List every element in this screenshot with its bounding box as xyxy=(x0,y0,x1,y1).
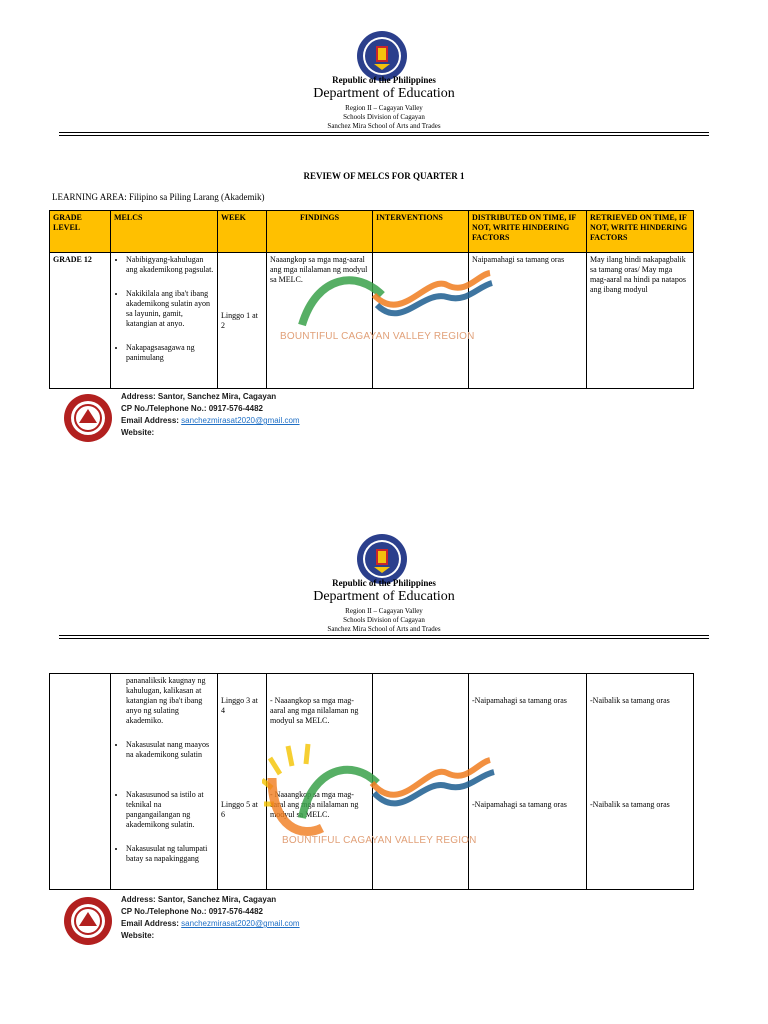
school-seal-icon xyxy=(63,393,113,443)
findings-cell xyxy=(267,674,373,890)
melcs-cell xyxy=(111,253,218,389)
watermark-text: BOUNTIFUL CAGAYAN VALLEY REGION xyxy=(280,331,475,342)
retrieved-cell xyxy=(587,674,694,890)
week-cell xyxy=(218,674,267,890)
findings-cell: Naaangkop sa mga mag-aaral ang mga nilalaman ng modyul sa MELC. xyxy=(267,253,373,389)
republic-text: Republic of the Philippines xyxy=(332,578,436,588)
grade-cell xyxy=(50,674,111,890)
footer-email-row xyxy=(121,918,300,930)
footer-address: Address: Santor, Sanchez Mira, Cagayan xyxy=(121,895,277,904)
distributed-cell xyxy=(469,674,587,890)
republic-text: Republic of the Philippines xyxy=(332,75,436,85)
school-seal-icon xyxy=(63,896,113,946)
interventions-cell xyxy=(373,674,469,890)
header-rule xyxy=(59,132,709,136)
list-item: • Nakasusunod sa istilo at teknikal na pangangailangan ng akademikong sulatin. xyxy=(126,790,214,830)
watermark-text: BOUNTIFUL CAGAYAN VALLEY REGION xyxy=(282,835,477,846)
findings-2: - Naaangkop sa mga mag-aaral ang mga nilalaman ng modyul sa MELC. xyxy=(270,790,359,819)
region-text: Region II – Cagayan Valley xyxy=(345,607,423,615)
header-grade-level: GRADE LEVEL xyxy=(50,211,111,253)
distributed-1: -Naipamahagi sa tamang oras xyxy=(472,696,567,705)
retrieved-cell: May ilang hindi nakapagbalik sa tamang oras/ May mga mag-aaral na hindi pa natapos ang ibang modyul xyxy=(587,253,694,389)
week-5-6: Linggo 5 at 6 xyxy=(221,800,258,819)
region-text: Region II – Cagayan Valley xyxy=(345,104,423,112)
header-retrieved: RETRIEVED ON TIME, IF NOT, WRITE HINDERING FACTORS xyxy=(587,211,694,253)
division-text: Schools Division of Cagayan xyxy=(343,113,425,121)
footer-email-row xyxy=(121,415,300,427)
week-3-4: Linggo 3 at 4 xyxy=(221,696,258,715)
department-title: Department of Education xyxy=(313,589,455,604)
division-text: Schools Division of Cagayan xyxy=(343,616,425,624)
header-melcs: MELCS xyxy=(111,211,218,253)
melc-table-continued xyxy=(49,673,694,890)
page-1 xyxy=(0,0,768,500)
footer-address: Address: Santor, Sanchez Mira, Cagayan xyxy=(121,392,277,401)
distributed-2: -Naipamahagi sa tamang oras xyxy=(472,800,567,809)
email-link[interactable]: sanchezmirasat2020@gmail.com xyxy=(181,416,300,425)
school-text: Sanchez Mira School of Arts and Trades xyxy=(327,122,441,130)
retrieved-2: -Naibalik sa tamang oras xyxy=(590,800,670,809)
distributed-cell: Naipamahagi sa tamang oras xyxy=(469,253,587,389)
department-title: Department of Education xyxy=(313,86,455,101)
footer-website: Website: xyxy=(121,428,155,437)
page-2 xyxy=(0,500,768,1024)
list-item: • Nakapagsasagawa ng panimulang xyxy=(126,343,214,363)
grade-cell: GRADE 12 xyxy=(50,253,111,389)
header-findings: FINDINGS xyxy=(267,211,373,253)
header-distributed: DISTRIBUTED ON TIME, IF NOT, WRITE HINDERING FACTORS xyxy=(469,211,587,253)
footer xyxy=(63,896,563,946)
footer xyxy=(63,393,563,443)
melc-table xyxy=(49,210,694,389)
table-row xyxy=(50,253,694,389)
melcs-cell xyxy=(111,674,218,890)
footer-phone: CP No./Telephone No.: 0917-576-4482 xyxy=(121,907,263,916)
footer-email-label: Email Address: xyxy=(121,416,182,425)
melc-continued-text: pananaliksik kaugnay ng kahulugan, kalikasan at katangian ng iba't ibang anyo ng sulating akademiko. xyxy=(126,676,206,725)
footer-phone: CP No./Telephone No.: 0917-576-4482 xyxy=(121,404,263,413)
footer-lines xyxy=(121,391,300,439)
list-item: • Nakasusulat nang maayos na akademikong sulatin xyxy=(126,740,214,760)
table-header-row xyxy=(50,211,694,253)
findings-1: - Naaangkop sa mga mag-aaral ang mga nilalaman ng modyul sa MELC. xyxy=(270,696,359,725)
email-link[interactable]: sanchezmirasat2020@gmail.com xyxy=(181,919,300,928)
retrieved-1: -Naibalik sa tamang oras xyxy=(590,696,670,705)
week-cell: Linggo 1 at 2 xyxy=(218,253,267,389)
header-rule xyxy=(59,635,709,639)
footer-email-label: Email Address: xyxy=(121,919,182,928)
learning-area: LEARNING AREA: Filipino sa Piling Larang (Akademik) xyxy=(52,192,265,202)
list-item: • Nakikilala ang iba't ibang akademikong sulatin ayon sa layunin, gamit, katangian at anyo. xyxy=(126,289,214,329)
table-row xyxy=(50,674,694,890)
doc-title: REVIEW OF MELCS FOR QUARTER 1 xyxy=(303,171,465,181)
header-week: WEEK xyxy=(218,211,267,253)
footer-website: Website: xyxy=(121,931,155,940)
list-item: • Nakasusulat ng talumpati batay sa napakinggang xyxy=(126,844,214,864)
header-interventions: INTERVENTIONS xyxy=(373,211,469,253)
footer-lines xyxy=(121,894,300,942)
school-text: Sanchez Mira School of Arts and Trades xyxy=(327,625,441,633)
interventions-cell xyxy=(373,253,469,389)
list-item: • Nabibigyang-kahulugan ang akademikong pagsulat. xyxy=(126,255,214,275)
